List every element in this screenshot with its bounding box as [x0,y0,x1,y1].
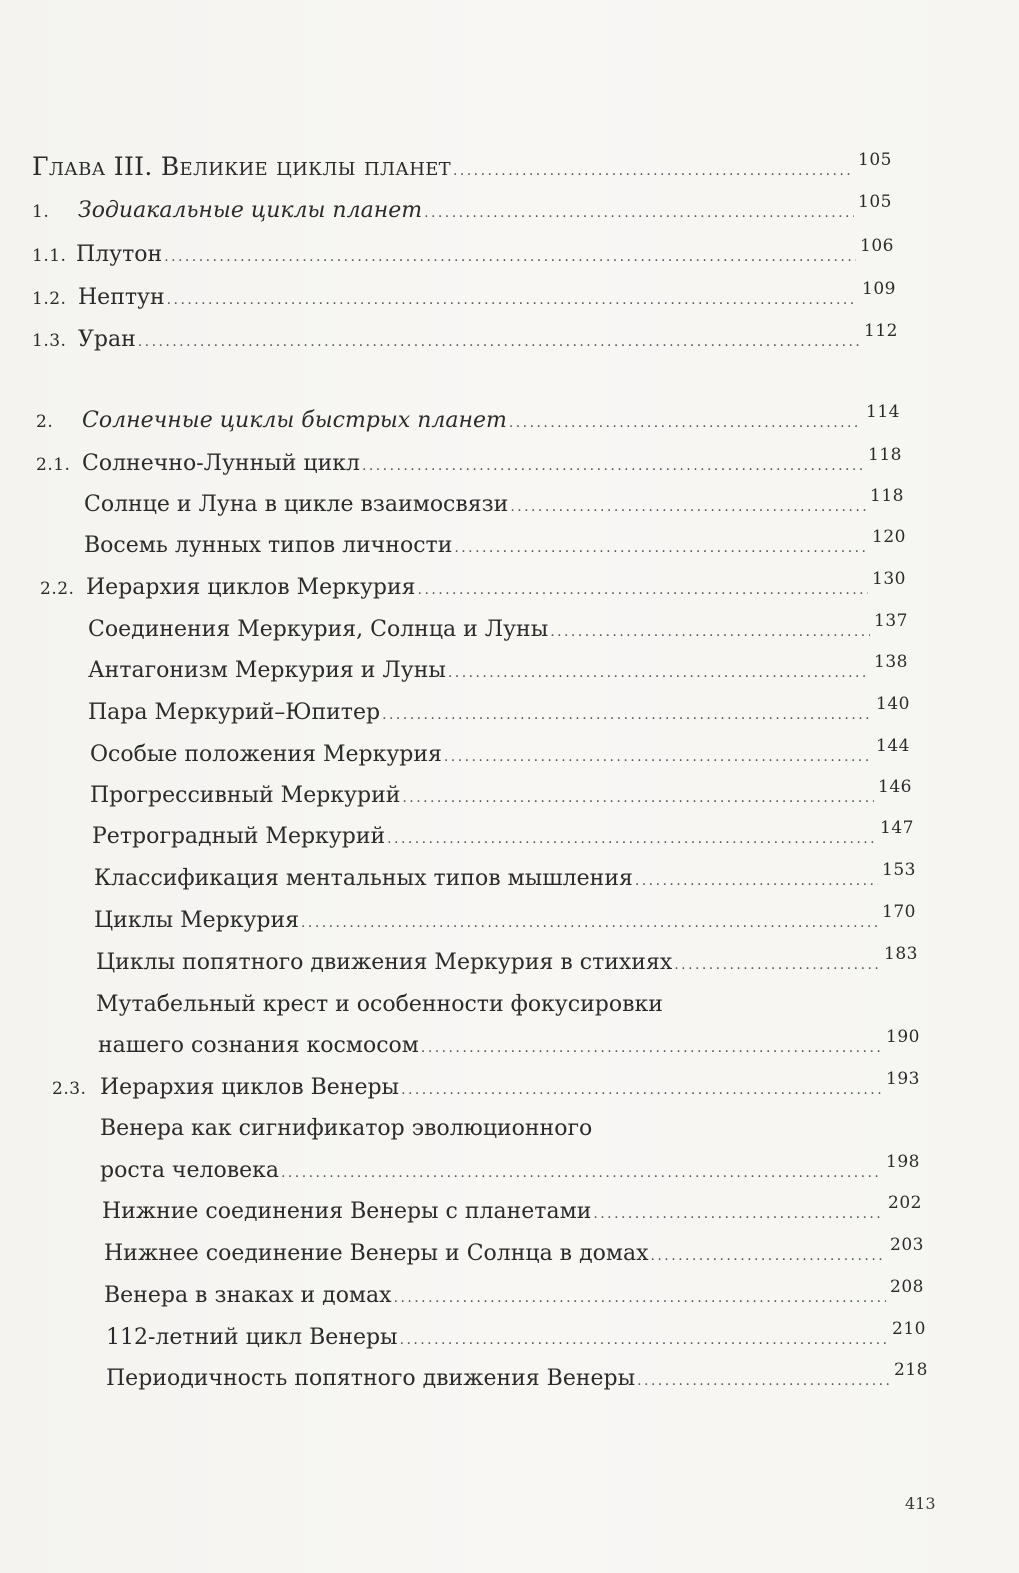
toc-entry [104,1235,924,1271]
toc-entry [32,192,892,228]
dot-leader [138,327,860,357]
dot-leader [402,783,874,813]
dot-leader [400,1325,888,1355]
entry-label: Солнце и Луна в цикле взаимосвязи [84,492,509,517]
entry-label: Солнечно-Лунный цикл [82,451,360,476]
toc-entry [92,818,914,854]
dot-leader [509,408,862,438]
page-number: 114 [866,402,900,422]
entry-label: Циклы Меркурия [94,908,300,933]
entry-label: Мутабельный крест и особенности фокусировки [96,992,663,1017]
dot-leader [362,451,864,481]
entry-label: Венера в знаках и домах [104,1283,392,1308]
page-number: 118 [868,445,902,465]
dot-leader [444,742,872,772]
dot-leader [421,1033,882,1063]
toc-entry [36,402,900,438]
entry-label: Периодичность попятного движения Венеры [106,1366,636,1391]
dot-leader [453,156,854,186]
page-number: 105 [858,150,892,170]
entry-label: 112-летний цикл Венеры [106,1325,398,1350]
toc-entry [106,1360,928,1396]
toc-entry [90,777,912,813]
dot-leader [164,242,856,272]
dot-leader [281,1158,882,1188]
entry-label: Солнечные циклы быстрых планет [82,408,507,433]
page-number: 109 [862,279,896,299]
toc-chapter-heading [32,152,892,186]
page-number: 198 [886,1152,920,1172]
toc-entry [52,1069,920,1105]
dot-leader [674,950,880,980]
toc-entry [32,236,894,272]
entry-label: Зодиакальные циклы планет [78,198,423,223]
page-number: 218 [894,1360,928,1380]
entry-label: нашего сознания космосом [98,1033,419,1058]
toc-entry [84,527,906,563]
entry-label: Особые положения Меркурия [90,742,442,767]
dot-leader [637,1366,890,1396]
page-number: 183 [884,944,918,964]
entry-number: 1.1. [32,246,67,266]
toc-entry [100,1114,920,1144]
toc-entry [88,652,908,688]
entry-label: Антагонизм Меркурия и Луны [88,658,446,683]
entry-label: Соединения Меркурия, Солнца и Луны [88,617,549,642]
entry-label: Нижние соединения Венеры с планетами [102,1199,592,1224]
entry-number: 2.1. [36,455,71,475]
page-number: 120 [872,527,906,547]
page-number: 153 [882,860,916,880]
page-number: 130 [872,569,906,589]
entry-number: 1. [32,202,50,222]
page-number: 202 [888,1193,922,1213]
dot-leader [448,658,870,688]
dot-leader [394,1283,886,1313]
dot-leader [387,824,876,854]
toc-entry [88,694,910,730]
page-folio: 413 [905,1494,936,1513]
entry-label: Классификация ментальных типов мышления [94,866,633,891]
page-number: 138 [874,652,908,672]
dot-leader [167,285,858,315]
page-number: 137 [874,611,908,631]
dot-leader [635,866,878,896]
entry-label: Венера как сигнификатор эволюционного [100,1116,593,1141]
toc-entry [96,944,918,980]
toc-entry [40,569,906,605]
dot-leader [550,617,870,647]
entry-label: Циклы попятного движения Меркурия в стихиях [96,950,673,975]
dot-leader [510,492,866,522]
dot-leader [424,198,854,228]
entry-label: Пара Меркурий–Юпитер [88,700,381,725]
page-number: 112 [864,321,898,341]
entry-label: Плутон [76,242,163,267]
dot-leader [651,1241,887,1271]
toc-entry [98,1027,920,1063]
entry-label: Ретроградный Меркурий [92,824,386,849]
page-number: 193 [886,1069,920,1089]
page-number: 208 [890,1277,924,1297]
toc-entry [36,445,902,481]
entry-label: Нижнее соединение Венеры и Солнца в домах [104,1241,649,1266]
toc-entry [104,1277,924,1313]
toc-entry [102,1193,922,1229]
page-number: 147 [880,818,914,838]
dot-leader [301,908,878,938]
page-number: 146 [878,777,912,797]
page-number: 210 [892,1319,926,1339]
page-number: 118 [870,486,904,506]
entry-label: Восемь лунных типов личности [84,533,453,558]
entry-label: Уран [78,327,136,352]
entry-number: 2. [36,412,54,432]
toc-entry [100,1152,920,1188]
dot-leader [401,1075,882,1105]
entry-label: Иерархия циклов Венеры [100,1075,400,1100]
toc-entry [96,990,918,1020]
entry-number: 1.2. [32,289,67,309]
page-number: 203 [890,1235,924,1255]
dot-leader [593,1199,884,1229]
page-number: 105 [858,192,892,212]
dot-leader [418,575,869,605]
page-number: 106 [860,236,894,256]
entry-label: роста человека [100,1158,279,1183]
entry-number: 1.3. [32,331,67,351]
chapter-title: Глава III. Великие циклы планет [32,152,451,181]
toc-entry [32,279,896,315]
page-number: 170 [882,902,916,922]
entry-number: 2.2. [40,579,75,599]
toc-entry [106,1319,926,1355]
toc-entry [94,860,916,896]
entry-label: Прогрессивный Меркурий [90,783,401,808]
entry-label: Иерархия циклов Меркурия [86,575,416,600]
toc-entry [84,486,904,522]
page-number: 140 [876,694,910,714]
entry-number: 2.3. [52,1079,87,1099]
toc-entry [32,321,898,357]
dot-leader [382,700,872,730]
toc-entry [88,611,908,647]
entry-label: Нептун [78,285,165,310]
page-number: 190 [886,1027,920,1047]
toc-entry [94,902,916,938]
dot-leader [454,533,868,563]
page-number: 144 [876,736,910,756]
toc-entry [90,736,910,772]
